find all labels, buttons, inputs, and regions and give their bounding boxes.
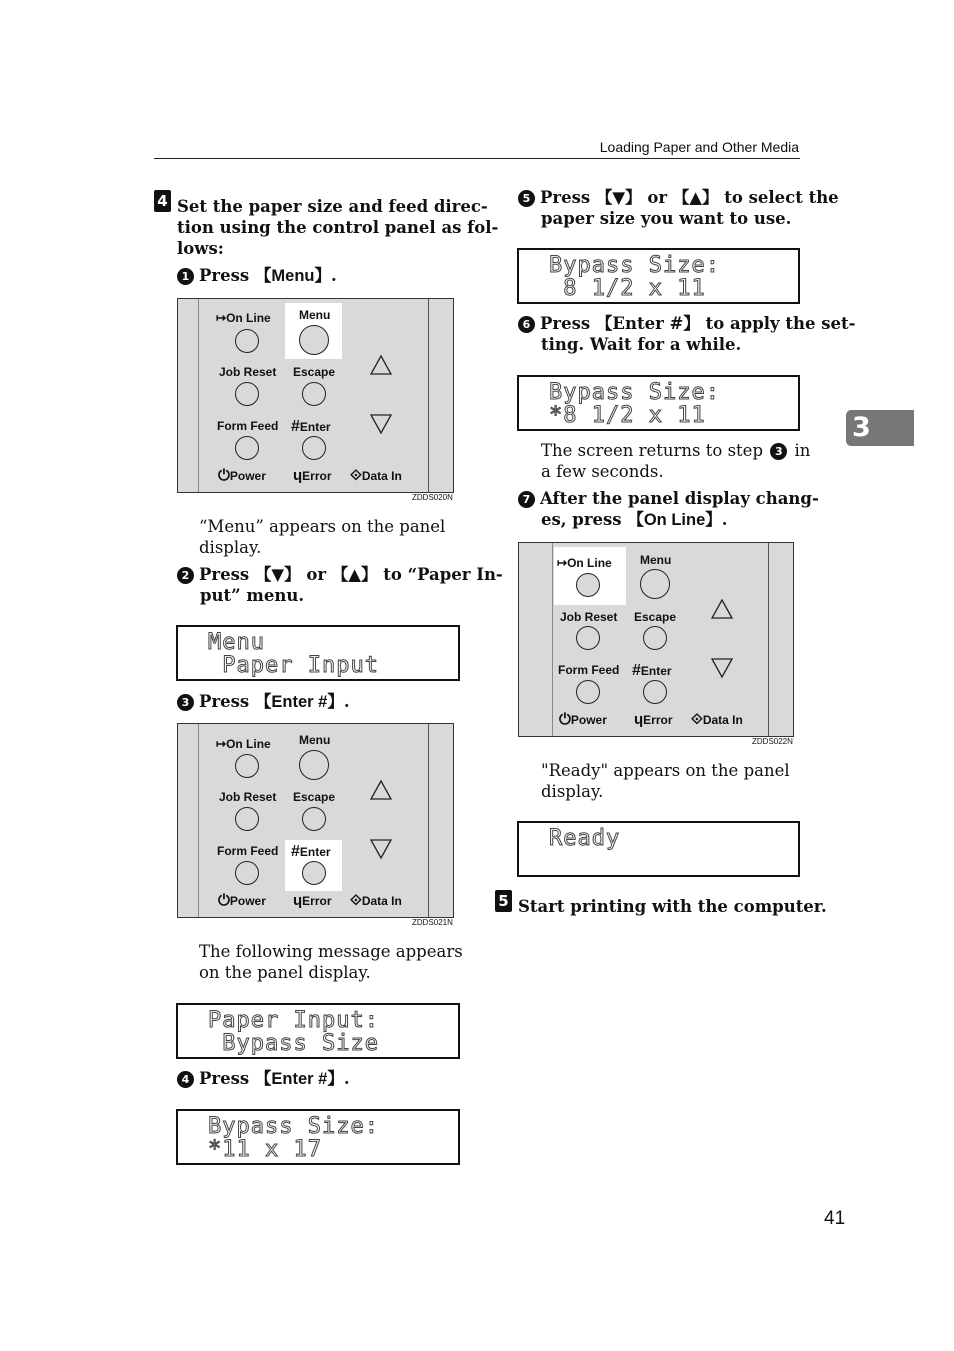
step-5-heading: Start printing with the computer. — [518, 897, 827, 916]
substep-7-bullet: 7 — [518, 491, 535, 508]
control-panel-3 — [518, 542, 794, 737]
error-icon: ɥ — [634, 711, 644, 728]
hash-icon: # — [291, 843, 300, 860]
substep-3: 3 Press 【Enter #】. — [177, 691, 350, 713]
substep-1 — [177, 265, 337, 287]
power-indicator: ⏻Power — [218, 892, 266, 909]
step-4-number: 4 — [154, 190, 171, 212]
lcd-line-1: Paper Input: — [208, 1008, 379, 1033]
note-1: “Menu” appears on the panel display. — [199, 517, 446, 557]
chapter-tab — [846, 410, 914, 446]
online-key: 【On Line】 — [627, 511, 722, 529]
escape-label: Escape — [634, 610, 677, 624]
enter-button[interactable] — [302, 436, 326, 460]
substep-1-end: . — [331, 266, 337, 285]
datain-indicator: ⟐Data In — [350, 467, 402, 484]
substep-4-bullet: 4 — [177, 1071, 194, 1088]
figure-code: ZDDS020N — [412, 493, 453, 502]
online-arrow-icon: ↦ — [216, 737, 227, 751]
online-label: ↦On Line — [216, 737, 271, 751]
formfeed-button[interactable] — [235, 861, 259, 885]
formfeed-button[interactable] — [576, 680, 600, 704]
panel-edge — [198, 724, 199, 917]
note-6: The screen returns to step 3 in a few seconds. — [541, 441, 811, 481]
step-3-ref: 3 — [770, 443, 787, 460]
data-in-icon: ⟐ — [691, 711, 703, 728]
power-icon: ⏻ — [218, 892, 230, 909]
menu-label: Menu — [640, 553, 672, 567]
error-indicator: ɥError — [293, 892, 332, 909]
up-triangle-icon[interactable] — [369, 779, 393, 801]
formfeed-label: Form Feed — [217, 844, 279, 858]
menu-key: 【Menu】 — [254, 267, 332, 285]
lcd-line-1: Bypass Size: — [208, 1114, 379, 1139]
datain-indicator: ⟐Data In — [691, 711, 743, 728]
jobreset-label: Job Reset — [560, 610, 618, 624]
formfeed-label: Form Feed — [558, 663, 620, 677]
down-triangle-icon[interactable] — [369, 838, 393, 860]
error-icon: ɥ — [293, 467, 303, 484]
power-icon: ⏻ — [218, 467, 230, 484]
power-indicator: ⏻Power — [218, 467, 266, 484]
lcd-line-1: Bypass Size: — [549, 380, 720, 405]
substep-6-bullet: 6 — [518, 316, 535, 333]
jobreset-button[interactable] — [235, 807, 259, 831]
control-panel-2 — [177, 723, 454, 918]
page-number: 41 — [824, 1208, 846, 1229]
hash-icon: # — [291, 418, 300, 435]
enter-label: #Enter — [291, 418, 331, 435]
substep-5-bullet: 5 — [518, 190, 535, 207]
note-3: The following message appears on the panel display. — [199, 942, 463, 982]
step-4-line-2: tion using the control panel as fol- — [177, 218, 499, 237]
lcd-line-2: 8 1/2 x 11 — [549, 276, 706, 301]
escape-button[interactable] — [302, 807, 326, 831]
substep-1-text: Press — [199, 266, 255, 285]
data-in-icon: ⟐ — [350, 467, 362, 484]
lcd-bypass-8-5x11 — [517, 248, 800, 304]
online-arrow-icon: ↦ — [216, 311, 227, 325]
data-in-icon: ⟐ — [350, 892, 362, 909]
up-triangle-icon[interactable] — [369, 354, 393, 376]
error-indicator: ɥError — [634, 711, 673, 728]
online-label: ↦On Line — [557, 556, 612, 570]
panel-edge — [428, 299, 429, 492]
power-indicator: ⏻Power — [559, 711, 607, 728]
enter-key: 【Enter #】 — [254, 1070, 344, 1088]
lcd-line-1: Bypass Size: — [549, 253, 720, 278]
menu-button[interactable] — [640, 569, 670, 599]
lcd-line-1: Menu — [208, 630, 265, 655]
substep-2-bullet: 2 — [177, 567, 194, 584]
step-4-line-1: Set the paper size and feed direc- — [177, 197, 488, 216]
figure-code: ZDDS022N — [752, 737, 793, 746]
lcd-bypass-11x17 — [176, 1109, 460, 1165]
panel-edge — [428, 724, 429, 917]
hash-icon: # — [632, 662, 641, 679]
menu-button[interactable] — [299, 750, 329, 780]
down-triangle-icon[interactable] — [369, 413, 393, 435]
lcd-paper-input — [176, 1003, 460, 1059]
substep-2: 2 Press 【▼】 or 【▲】 to “Paper In- put” menu. — [177, 564, 503, 606]
escape-button[interactable] — [643, 626, 667, 650]
panel-edge — [552, 543, 553, 736]
lcd-line-2: Bypass Size — [208, 1031, 379, 1056]
error-icon: ɥ — [293, 892, 303, 909]
lcd-line-2: Paper Input — [208, 653, 379, 678]
online-button[interactable] — [235, 329, 259, 353]
enter-label: #Enter — [632, 662, 672, 679]
formfeed-label: Form Feed — [217, 419, 279, 433]
enter-key: 【Enter #】 — [254, 693, 344, 711]
control-panel-1 — [177, 298, 454, 493]
panel-edge — [768, 543, 769, 736]
lcd-menu — [176, 625, 460, 681]
panel-edge — [198, 299, 199, 492]
power-icon: ⏻ — [559, 711, 571, 728]
enter-label: #Enter — [291, 843, 331, 860]
figure-code: ZDDS021N — [412, 918, 453, 927]
step-4-line-3: lows: — [177, 239, 224, 258]
jobreset-button[interactable] — [235, 382, 259, 406]
online-arrow-icon: ↦ — [557, 556, 568, 570]
up-triangle-icon[interactable] — [710, 598, 734, 620]
error-indicator: ɥError — [293, 467, 332, 484]
running-header: Loading Paper and Other Media — [599, 139, 799, 155]
substep-7: 7 After the panel display chang- es, press 【On Line】. — [518, 488, 819, 531]
jobreset-button[interactable] — [576, 626, 600, 650]
note-7: "Ready" appears on the panel display. — [541, 761, 790, 801]
escape-button[interactable] — [302, 382, 326, 406]
menu-button[interactable] — [299, 325, 329, 355]
substep-4: 4 Press 【Enter #】. — [177, 1068, 350, 1090]
lcd-line-2: *8 1/2 x 11 — [549, 403, 706, 428]
escape-label: Escape — [293, 365, 336, 379]
online-button[interactable] — [235, 754, 259, 778]
step-4-heading — [177, 196, 498, 259]
enter-button[interactable] — [302, 861, 326, 885]
lcd-line-1: Ready — [549, 826, 621, 851]
datain-indicator: ⟐Data In — [350, 892, 402, 909]
lcd-ready — [517, 821, 800, 877]
escape-label: Escape — [293, 790, 336, 804]
lcd-line-2: *11 x 17 — [208, 1137, 322, 1162]
substep-6: 6 Press 【Enter #】 to apply the set- ting. Wait for a while. — [518, 313, 855, 355]
substep-3-bullet: 3 — [177, 694, 194, 711]
jobreset-label: Job Reset — [219, 365, 277, 379]
lcd-bypass-8-5x11-set — [517, 375, 800, 431]
formfeed-button[interactable] — [235, 436, 259, 460]
substep-5: 5 Press 【▼】 or 【▲】 to select the paper size you want to use. — [518, 187, 839, 229]
substep-1-bullet: 1 — [177, 268, 194, 285]
online-button[interactable] — [576, 573, 600, 597]
down-triangle-icon[interactable] — [710, 657, 734, 679]
chapter-number: 3 — [852, 412, 871, 443]
header-rule — [154, 158, 800, 159]
menu-label: Menu — [299, 308, 331, 322]
online-label: ↦On Line — [216, 311, 271, 325]
jobreset-label: Job Reset — [219, 790, 277, 804]
step-5-number: 5 — [495, 890, 512, 912]
menu-label: Menu — [299, 733, 331, 747]
enter-button[interactable] — [643, 680, 667, 704]
